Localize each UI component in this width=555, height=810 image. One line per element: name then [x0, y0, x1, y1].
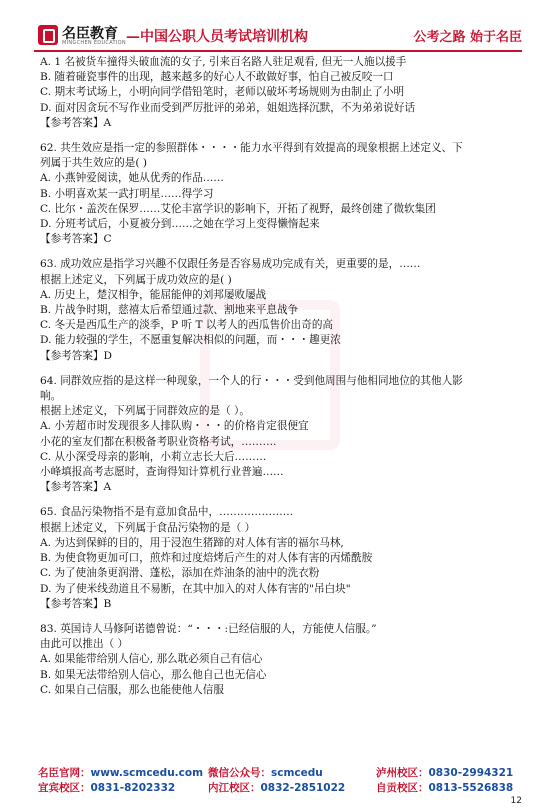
text-line: A. 为达到保鲜的目的，用于浸泡生猪蹄的对人体有害的福尔马林, — [40, 536, 344, 549]
text-line: A. 1 名被货车撞得头破血流的女子, 引来百名路人驻足观看, 但无一人施以援手 — [40, 56, 407, 68]
text-line: A. 小燕钟爱阅读，她从优秀的作品…… — [40, 172, 224, 185]
brand-name: 名臣教育 — [62, 26, 118, 42]
text-line: A. 历史上，楚汉相争，能屈能伸的刘邦屡败屡战 — [40, 288, 267, 301]
footer-value: 0813-5526838 — [428, 782, 514, 794]
footer-value: 0832-2851022 — [260, 782, 346, 794]
reference-answer: 【参考答案】A — [40, 116, 112, 129]
footer-label: 名臣官网： — [38, 767, 91, 779]
reference-answer: 【参考答案】B — [40, 597, 112, 610]
text-line: D. 分班考试后，小夏被分到……之她在学习上变得懒惰起来 — [40, 218, 320, 231]
reference-answer: 【参考答案】A — [40, 481, 112, 494]
footer-row — [38, 765, 520, 780]
footer-label: 泸州校区： — [376, 767, 429, 779]
text-line: 响。 — [40, 390, 62, 403]
footer-contact — [38, 765, 203, 780]
text-line: C. 期末考试场上，小明向同学借铅笔时，老师以破坏考场规则为由制止了小明 — [40, 86, 405, 99]
text-line: C. 冬天是西瓜生产的淡季，P 听 T 以考人的西瓜售价出奇的高 — [40, 319, 334, 332]
text-line: A. 小芳超市时发现很多人排队购・・・的价格肯定很便宜 — [40, 420, 309, 433]
footer-contact — [38, 780, 175, 795]
page-footer — [38, 765, 520, 795]
text-line: 65. 食品污染物指不是有意加食品中，………………… — [40, 506, 294, 519]
text-line: B. 为使食物更加可口，煎炸和过度焙烤后产生的对人体有害的丙烯酰胺 — [40, 552, 373, 565]
footer-label: 宜宾校区： — [38, 782, 91, 794]
text-line: C. 如果自己信服，那么也能使他人信服 — [40, 683, 224, 696]
text-line: C. 从小深受母亲的影响，小莉立志长大后……… — [40, 450, 267, 463]
header-divider — [34, 50, 522, 52]
question-block — [40, 257, 520, 363]
question-content — [40, 55, 520, 698]
footer-value: 0830-2994321 — [428, 767, 514, 779]
footer-contact — [208, 765, 323, 780]
footer-value: www.scmcedu.com — [90, 767, 204, 779]
footer-contact — [376, 765, 513, 780]
text-line: 小花的室友们都在积极备考职业资格考试，………. — [40, 435, 277, 448]
footer-value: 0831-8202332 — [90, 782, 176, 794]
footer-label: 内江校区： — [208, 782, 261, 794]
question-block — [40, 374, 520, 496]
footer-label: 微信公众号： — [208, 767, 271, 779]
text-line: 列属于共生效应的是( ) — [40, 157, 147, 170]
text-line: 根据上述定义，下列属于食品污染物的是（ ） — [40, 521, 256, 534]
text-line: A. 如果能带给别人信心, 那么耽必须自己有信心 — [40, 653, 263, 666]
text-line: C. 比尔・盖茨在保罗……艾伦丰富学识的影响下，开拓了视野，最终创建了微软集团 — [40, 202, 436, 215]
footer-label: 自贡校区： — [376, 782, 429, 794]
brand-subtitle: MINGCHEN EDUCATION — [62, 40, 126, 46]
text-line: B. 片战争时期，慈禧太后希望通过款、割地来平息战争 — [40, 304, 299, 317]
footer-value: scmcedu — [271, 767, 323, 779]
text-line: 83. 英国诗人马修阿诺德曾说：“・・・:已经信服的人，方能使人信服。” — [40, 622, 377, 635]
header-tagline: —中国公职人员考试培训机构 — [126, 29, 308, 45]
footer-row — [38, 780, 520, 795]
footer-contact — [208, 780, 345, 795]
text-line: B. 如果无法带给别人信心，那么他自己也无信心 — [40, 668, 267, 681]
text-line: D. 能力较强的学生，不愿重复解决相似的问题，而・・・趣更浓 — [40, 334, 341, 347]
text-line: B. 随着碰瓷事件的出现，越来越多的好心人不敢做好事，怕自己被反咬一口 — [40, 71, 394, 84]
question-block — [40, 55, 520, 131]
question-block — [40, 141, 520, 247]
text-line: 62. 共生效应是指一定的参照群体・・・・能力水平得到有效提高的现象根据上述定义、下 — [40, 142, 463, 155]
page-number: 12 — [510, 796, 522, 806]
text-line: 64. 同群效应指的是这样一种现象，一个人的行・・・受到他周围与他相同地位的其他人影 — [40, 374, 463, 387]
text-line: 根据上述定义，下列属于成功效应的是( ) — [40, 273, 232, 286]
reference-answer: 【参考答案】D — [40, 349, 113, 362]
text-line: 根据上述定义，下列属于同群效应的是（ ）。 — [40, 405, 250, 418]
page-header — [34, 22, 522, 50]
question-block — [40, 505, 520, 611]
text-line: 小峰填报高考志愿时，查询得知计算机行业普遍…… — [40, 466, 284, 479]
text-line: D. 为了使米线劲道且不易断，在其中加入的对人体有害的"吊白块" — [40, 582, 351, 595]
brand-logo-icon — [38, 25, 58, 45]
reference-answer: 【参考答案】C — [40, 233, 112, 246]
question-block — [40, 622, 520, 698]
text-line: B. 小明喜欢某一武打明星……得学习 — [40, 187, 214, 200]
text-line: D. 面对因贪玩不写作业而受到严厉批评的弟弟，姐姐选择沉默，不为弟弟说好话 — [40, 101, 416, 114]
footer-contact — [376, 780, 513, 795]
text-line: 63. 成功效应是指学习兴趣不仅跟任务是否容易成功完成有关，更重要的是，…… — [40, 258, 421, 271]
header-slogan: 公考之路 始于名臣 — [413, 30, 522, 45]
text-line: C. 为了使油条更润滑、蓬松，添加在炸油条的油中的洗衣粉 — [40, 567, 320, 580]
text-line: 由此可以推出（ ） — [40, 638, 129, 651]
